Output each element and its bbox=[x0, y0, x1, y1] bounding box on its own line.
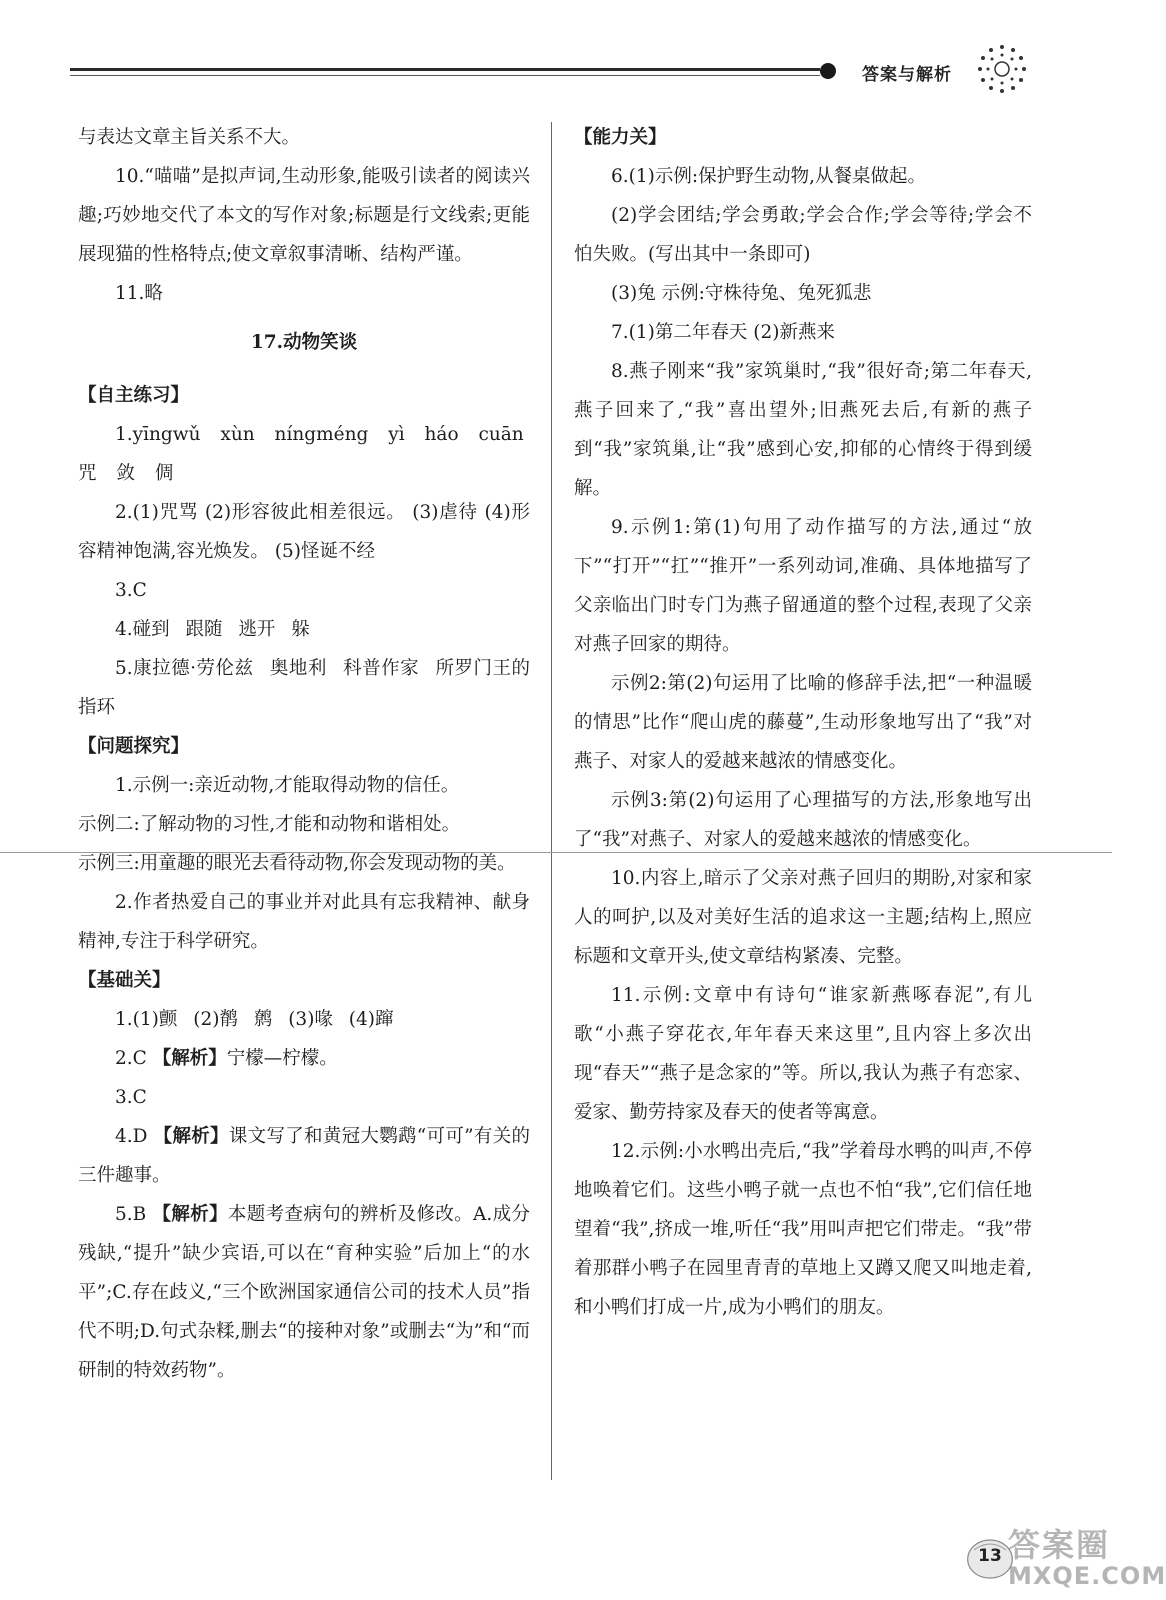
answer-5: 5.康拉德·劳伦兹 奥地利 科普作家 所罗门王的指环 bbox=[78, 658, 530, 718]
analysis-tag: 【解析】 bbox=[152, 1204, 228, 1225]
inquiry-example-2: 示例二:了解动物的习性,才能和动物和谐相处。 bbox=[78, 814, 461, 835]
answer-2: 2.(1)咒骂 (2)形容彼此相差很远。 (3)虐待 (4)形容精神饱满,容光焕发。 (5)怪诞不经 bbox=[78, 502, 530, 562]
inquiry-answer-1: 1.示例一:亲近动物,才能取得动物的信任。 bbox=[115, 775, 460, 796]
basics-answer-3: 3.C bbox=[115, 1087, 147, 1108]
page-number: 13 bbox=[978, 1546, 1002, 1566]
ability-answer-12: 12.示例:小水鸭出壳后,“我”学着母水鸭的叫声,不停地唤着它们。这些小鸭子就一点也不怕“我”,它们信任地望着“我”,挤成一堆,听任“我”用叫声把它们带走。“我”带着那群小鸭子在园里青青的草地上又蹲又爬又叫地走着,和小鸭们打成一片,成为小鸭们的朋友。 bbox=[574, 1141, 1032, 1318]
inquiry-answer-2: 2.作者热爱自己的事业并对此具有忘我精神、献身精神,专注于科学研究。 bbox=[78, 892, 530, 952]
analysis-tag: 【解析】 bbox=[152, 1048, 227, 1069]
basics-answer-1: 1.(1)颤 (2)鹡 鹩 (3)喙 (4)蹿 bbox=[115, 1009, 394, 1030]
answer-choice: 2.C bbox=[115, 1048, 147, 1069]
section-heading-inquiry: 【问题探究】 bbox=[78, 736, 190, 757]
ability-answer-6-2: (2)学会团结;学会勇敢;学会合作;学会等待;学会不怕失败。(写出其中一条即可) bbox=[574, 205, 1032, 265]
header-title: 答案与解析 bbox=[862, 65, 952, 85]
header-rule-thin bbox=[70, 75, 820, 76]
left-column bbox=[78, 118, 530, 1390]
answer-1-chars: 咒 敛 倜 bbox=[78, 463, 174, 484]
ability-answer-11: 11.示例:文章中有诗句“谁家新燕啄春泥”,有儿歌“小燕子穿花衣,年年春天来这里”,且内容上多次出现“春天”“燕子是念家的”等。所以,我认为燕子有恋家、爱家、勤劳持家及春天的使者等寓意。 bbox=[574, 985, 1032, 1123]
section-heading-basics: 【基础关】 bbox=[78, 970, 171, 991]
analysis-tag: 【解析】 bbox=[153, 1126, 229, 1147]
watermark-url: MXQE.COM bbox=[1008, 1562, 1166, 1590]
analysis-text: 课文写了和黄冠大鹦鹉“可可”有关的三件趣事。 bbox=[78, 1126, 530, 1186]
ability-answer-9-example-3: 示例3:第(2)句运用了心理描写的方法,形象地写出了“我”对燕子、对家人的爱越来越浓的情感变化。 bbox=[574, 790, 1032, 850]
answer-choice: 4.D bbox=[115, 1126, 148, 1147]
inquiry-example-3: 示例三:用童趣的眼光去看待动物,你会发现动物的美。 bbox=[78, 853, 516, 874]
answer-paragraph: 与表达文章主旨关系不大。 bbox=[78, 127, 301, 148]
watermark-brand: 答案圈 bbox=[1008, 1526, 1111, 1564]
analysis-text: 宁檬—柠檬。 bbox=[226, 1048, 338, 1069]
header-rule bbox=[70, 68, 820, 71]
ability-answer-9-example-2: 示例2:第(2)句运用了比喻的修辞手法,把“一种温暖的情思”比作“爬山虎的藤蔓”,生动形象地写出了“我”对燕子、对家人的爱越来越浓的情感变化。 bbox=[574, 673, 1032, 772]
ability-answer-7: 7.(1)第二年春天 (2)新燕来 bbox=[611, 322, 835, 343]
answer-10: 10.“喵喵”是拟声词,生动形象,能吸引读者的阅读兴趣;巧妙地交代了本文的写作对象;标题是行文线索;更能展现猫的性格特点;使文章叙事清晰、结构严谨。 bbox=[78, 166, 530, 265]
column-divider bbox=[551, 122, 552, 1480]
section-heading-self-practice: 【自主练习】 bbox=[78, 385, 190, 406]
lesson-title: 17.动物笑谈 bbox=[250, 332, 358, 353]
answer-11: 11.略 bbox=[115, 283, 163, 304]
ability-answer-9-example-1: 9.示例1:第(1)句用了动作描写的方法,通过“放下”“打开”“扛”“推开”一系列动词,准确、具体地描写了父亲临出门时专门为燕子留通道的整个过程,表现了父亲对燕子回家的期待。 bbox=[574, 517, 1032, 655]
header-bullet-icon bbox=[820, 63, 836, 79]
dotted-circle-ornament-icon bbox=[976, 43, 1028, 95]
answer-1-pinyin: 1.yīngwǔ xùn níngméng yì háo cuān bbox=[115, 424, 524, 445]
section-heading-ability: 【能力关】 bbox=[574, 127, 667, 148]
basics-answer-5 bbox=[78, 1195, 530, 1390]
analysis-text: 本题考查病句的辨析及修改。A.成分残缺,“提升”缺少宾语,可以在“育种实验”后加上“的水平”;C.存在歧义,“三个欧洲国家通信公司的技术人员”指代不明;D.句式杂糅,删去“的接种对象”或删去“为”和“而研制的特效药物”。 bbox=[78, 1204, 530, 1381]
basics-answer-4 bbox=[78, 1117, 530, 1195]
ability-answer-6-1: 6.(1)示例:保护野生动物,从餐桌做起。 bbox=[611, 166, 926, 187]
basics-answer-2 bbox=[78, 1039, 530, 1078]
ability-answer-6-3: (3)兔 示例:守株待兔、兔死狐悲 bbox=[611, 283, 872, 304]
ability-answer-8: 8.燕子刚来“我”家筑巢时,“我”很好奇;第二年春天,燕子回来了,“我”喜出望外;旧燕死去后,有新的燕子到“我”家筑巢,让“我”感到心安,抑郁的心情终于得到缓解。 bbox=[574, 361, 1032, 499]
answer-4: 4.碰到 跟随 逃开 躲 bbox=[115, 619, 310, 640]
ability-answer-10: 10.内容上,暗示了父亲对燕子回归的期盼,对家和家人的呵护,以及对美好生活的追求这一主题;结构上,照应标题和文章开头,使文章结构紧凑、完整。 bbox=[574, 868, 1032, 967]
site-watermark bbox=[1008, 1520, 1166, 1590]
answer-choice: 5.B bbox=[115, 1204, 147, 1225]
answer-3: 3.C bbox=[115, 580, 147, 601]
right-column bbox=[574, 118, 1032, 1327]
